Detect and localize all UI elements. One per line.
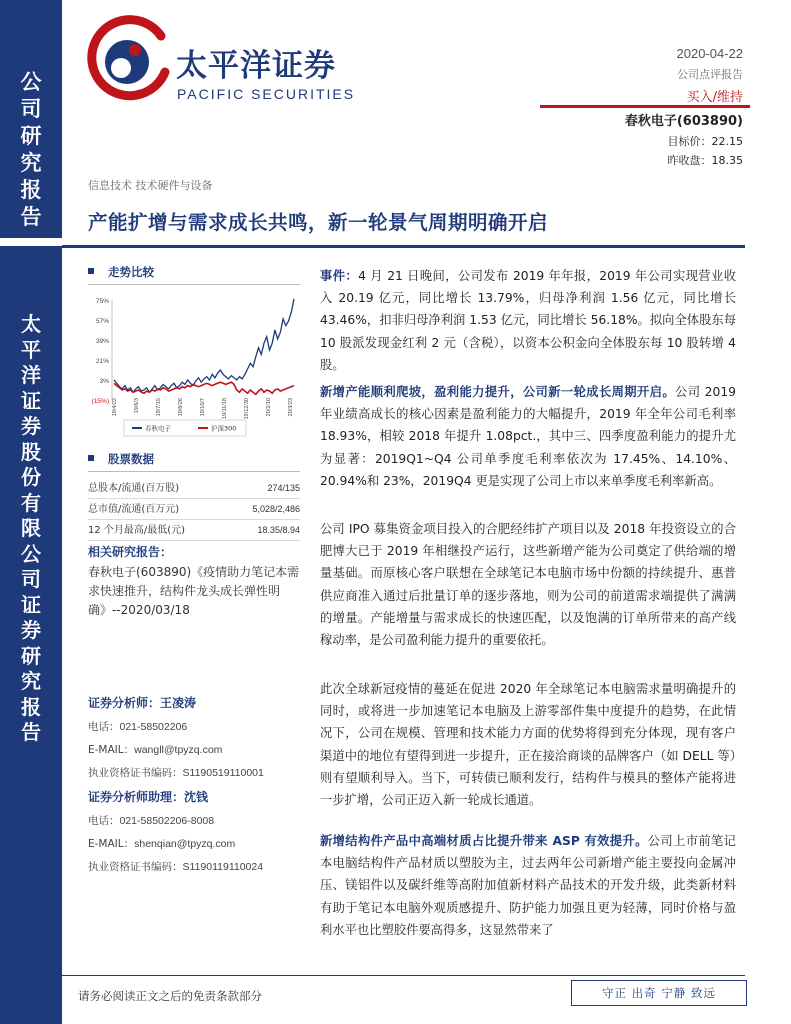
title-rule bbox=[62, 245, 745, 248]
band-char: 平 bbox=[21, 337, 41, 362]
paragraph-ipo bbox=[320, 518, 736, 651]
band-char: 股 bbox=[21, 439, 41, 464]
band-label-company bbox=[0, 312, 62, 746]
table-row bbox=[88, 478, 300, 499]
paragraph-capacity bbox=[320, 381, 736, 492]
cert-value: S1190519110001 bbox=[182, 767, 264, 779]
y-tick-label: 39% bbox=[95, 338, 109, 345]
paragraph-lead: 新增产能顺利爬坡，盈利能力提升，公司新一轮成长周期开启。 bbox=[320, 385, 676, 399]
trend-heading-label: 走势比较 bbox=[108, 265, 154, 279]
paragraph-text: 公司 IPO 募集资金项目投入的合肥经纬扩产项目以及 2018 年投资设立的合肥博大已于 2019 年相继投产运行，这些新增产能为公司奠定了供给端的增量基础。而原核心客户联想在全球笔记本电脑市场中份额的持续提升、惠普供应商准入通过后批量订单的逐步落地，则为公司的前道需求端提供了满满的增量。产能增量与需求成长的快速匹配，以及饱满的订单所带来的高产线稼动率，是公司盈利能力提升的重要依托。 bbox=[320, 522, 736, 648]
phone-value: 021-58502206-8008 bbox=[119, 815, 215, 827]
band-char: 公 bbox=[20, 69, 42, 94]
y-tick-label: (15%) bbox=[91, 398, 109, 405]
email-link[interactable]: shenqian@tpyzq.com bbox=[134, 838, 236, 850]
logo-english-name: PACIFIC SECURITIES bbox=[177, 86, 356, 102]
band-char: 究 bbox=[20, 150, 42, 175]
y-tick-label: 75% bbox=[95, 298, 109, 305]
row-value: 5,028/2,486 bbox=[252, 504, 300, 514]
logo-chinese-name: 太平洋证券 bbox=[176, 48, 336, 84]
paragraph-lead: 事件： bbox=[320, 269, 359, 283]
section-square-icon bbox=[88, 455, 94, 461]
analyst-email bbox=[88, 742, 222, 757]
band-char: 报 bbox=[21, 694, 41, 719]
paragraph-asp bbox=[320, 830, 736, 941]
band-char: 券 bbox=[21, 618, 41, 642]
related-report-link[interactable]: 春秋电子(603890)《疫情助力笔记本需求快速推升，结构件龙头成长弹性明确》--2020/03/18 bbox=[88, 565, 300, 617]
table-row bbox=[88, 499, 300, 520]
x-tick-label: 19/8/26 bbox=[178, 398, 184, 417]
report-title: 产能扩增与需求成长共鸣，新一轮景气周期明确开启 bbox=[88, 211, 549, 234]
company-motto: 守正 出奇 宁静 致远 bbox=[571, 980, 747, 1006]
x-tick-label: 19/11/18 bbox=[222, 398, 228, 420]
paragraph-lead: 新增结构件产品中高端材质占比提升带来 ASP 有效提升。 bbox=[320, 834, 648, 848]
stock-data-heading bbox=[88, 451, 154, 467]
cert-label: 执业资格证书编码： bbox=[88, 767, 183, 779]
row-label: 总市值/流通(百万元) bbox=[88, 504, 180, 515]
x-tick-label: 19/10/7 bbox=[200, 398, 206, 417]
table-row bbox=[88, 520, 300, 541]
email-label: E-MAIL： bbox=[88, 744, 135, 756]
stock-data-rule bbox=[88, 471, 300, 472]
index-series-line bbox=[114, 382, 294, 394]
target-price: 目标价：22.15 bbox=[667, 135, 743, 148]
band-char: 券 bbox=[21, 414, 41, 438]
band-char: 研 bbox=[21, 643, 41, 668]
legend-stock-label: 春秋电子 bbox=[145, 424, 171, 433]
x-tick-label: 20/2/10 bbox=[266, 398, 272, 417]
disclaimer-notice: 请务必阅读正文之后的免责条款部分 bbox=[78, 989, 262, 1003]
phone-value: 021-58502206 bbox=[119, 721, 188, 733]
close-price: 昨收盘：18.35 bbox=[667, 154, 743, 167]
stock-series-line bbox=[114, 299, 294, 392]
row-value: 274/135 bbox=[267, 483, 300, 493]
report-type: 公司点评报告 bbox=[677, 68, 743, 81]
phone-label: 电话： bbox=[88, 721, 120, 733]
assistant-heading: 证券分析师助理：沈钱 bbox=[88, 790, 209, 804]
stock-name: 春秋电子(603890) bbox=[624, 114, 743, 129]
paragraph-text: 4 月 21 日晚间，公司发布 2019 年年报，2019 年公司实现营业收入 20.19 亿元，同比增长 13.79%，归母净利润 1.56 亿元，同比增长 43.46%，扣非归母净利润 1.53 亿元，同比增长 56.18%。拟向全体股东每 10 股派发现金红利 2 元（含税），以资本公积金向全体股东每 10 股转增 4 股。 bbox=[320, 269, 736, 372]
band-char: 份 bbox=[21, 465, 41, 489]
band-char: 公 bbox=[21, 541, 41, 566]
paragraph-event bbox=[320, 265, 736, 376]
band-label-report-type bbox=[0, 68, 62, 230]
trend-chart bbox=[88, 292, 304, 440]
paragraph-covid bbox=[320, 678, 736, 811]
row-label: 12 个月最高/最低(元) bbox=[88, 525, 186, 536]
x-tick-label: 20/3/23 bbox=[288, 398, 294, 417]
trend-rule bbox=[88, 284, 300, 285]
pacific-securities-logo-icon bbox=[83, 14, 171, 102]
band-char: 司 bbox=[21, 567, 41, 591]
band-divider bbox=[0, 238, 62, 246]
trend-chart-svg bbox=[88, 292, 304, 440]
stock-data-table bbox=[88, 478, 300, 541]
phone-label: 电话： bbox=[88, 815, 120, 827]
analyst-phone bbox=[88, 719, 187, 734]
x-tick-label: 19/12/30 bbox=[244, 398, 250, 420]
row-label: 总股本/流通(百万股) bbox=[88, 483, 180, 494]
band-char: 限 bbox=[21, 516, 41, 540]
email-label: E-MAIL： bbox=[88, 838, 135, 850]
email-link[interactable]: wangll@tpyzq.com bbox=[134, 744, 223, 756]
band-char: 告 bbox=[20, 204, 42, 229]
x-tick-label: 19/4/22 bbox=[112, 398, 118, 417]
paragraph-text: 此次全球新冠疫情的蔓延在促进 2020 年全球笔记本电脑需求量明确提升的同时，或将进一步加速笔记本电脑及上游零部件集中度提升的趋势，在此情况下，公司在规模、管理和技术能力方面的优势将得到充分体现，现有客户渠道中的地位有望得到进一步提升，正在接洽商谈的品牌客户（如 DELL 等）则有望顺利导入。当下，可转债已顺利发行，结构件与模具的整体产能将进一步扩增，公司正迈入新一轮成长通道。 bbox=[320, 682, 736, 808]
rating: 买入/维持 bbox=[686, 90, 743, 105]
band-char: 洋 bbox=[21, 363, 41, 387]
band-char: 有 bbox=[21, 490, 41, 515]
legend-index-label: 沪深300 bbox=[211, 424, 237, 433]
paragraph-text: 公司 2019 年业绩高成长的核心因素是盈利能力的大幅提升，2019 年全年公司毛利率 18.93%，相较 2018 年提升 1.08pct.，其中三、四季度盈利能力的提升尤为显著：2019Q1~Q4 公司单季度毛利率依次为 17.45%、14.10%、20.94%和 23%，2019Q4 更是实现了公司上市以来单季度毛利率新高。 bbox=[320, 385, 736, 488]
band-char: 证 bbox=[21, 592, 41, 617]
band-char: 告 bbox=[21, 720, 41, 744]
stock-data-heading-label: 股票数据 bbox=[108, 452, 154, 466]
band-char: 究 bbox=[21, 669, 41, 693]
analyst-heading: 证券分析师：王凌涛 bbox=[88, 696, 197, 710]
band-char: 司 bbox=[20, 96, 42, 121]
rating-underline bbox=[540, 105, 750, 108]
band-char: 研 bbox=[20, 123, 42, 148]
industry-tag: 信息技术 技术硬件与设备 bbox=[88, 179, 213, 192]
cert-label: 执业资格证书编码： bbox=[88, 861, 183, 873]
assistant-phone bbox=[88, 813, 214, 828]
footer-rule bbox=[62, 975, 745, 976]
band-char: 太 bbox=[21, 312, 41, 336]
cert-value: S1190119110024 bbox=[182, 861, 264, 873]
band-char: 证 bbox=[21, 388, 41, 413]
y-tick-label: 3% bbox=[99, 378, 109, 385]
band-char: 报 bbox=[20, 177, 42, 202]
paragraph-text: 公司上市前笔记本电脑结构件产品材质以塑胶为主，过去两年公司新增产能主要投向金属冲压、镁铝件以及碳纤维等高附加值新材料产品技术的开发升级，此类新材料有助于笔记本电脑外观质感提升、防护能力加强且更为轻薄，同时价格与盈利水平也比塑胶件要高得多，这显然带来了 bbox=[320, 834, 736, 937]
row-value: 18.35/8.94 bbox=[257, 525, 300, 535]
assistant-email bbox=[88, 836, 235, 851]
section-square-icon bbox=[88, 268, 94, 274]
analyst-cert bbox=[88, 765, 264, 780]
report-date: 2020-04-22 bbox=[676, 46, 743, 61]
y-tick-label: 57% bbox=[95, 318, 109, 325]
assistant-cert bbox=[88, 859, 263, 874]
trend-heading bbox=[88, 264, 154, 280]
y-tick-label: 21% bbox=[95, 358, 109, 365]
related-reports-heading: 相关研究报告： bbox=[88, 545, 173, 559]
x-tick-label: 19/7/15 bbox=[156, 398, 162, 417]
x-tick-label: 19/6/3 bbox=[134, 398, 140, 414]
